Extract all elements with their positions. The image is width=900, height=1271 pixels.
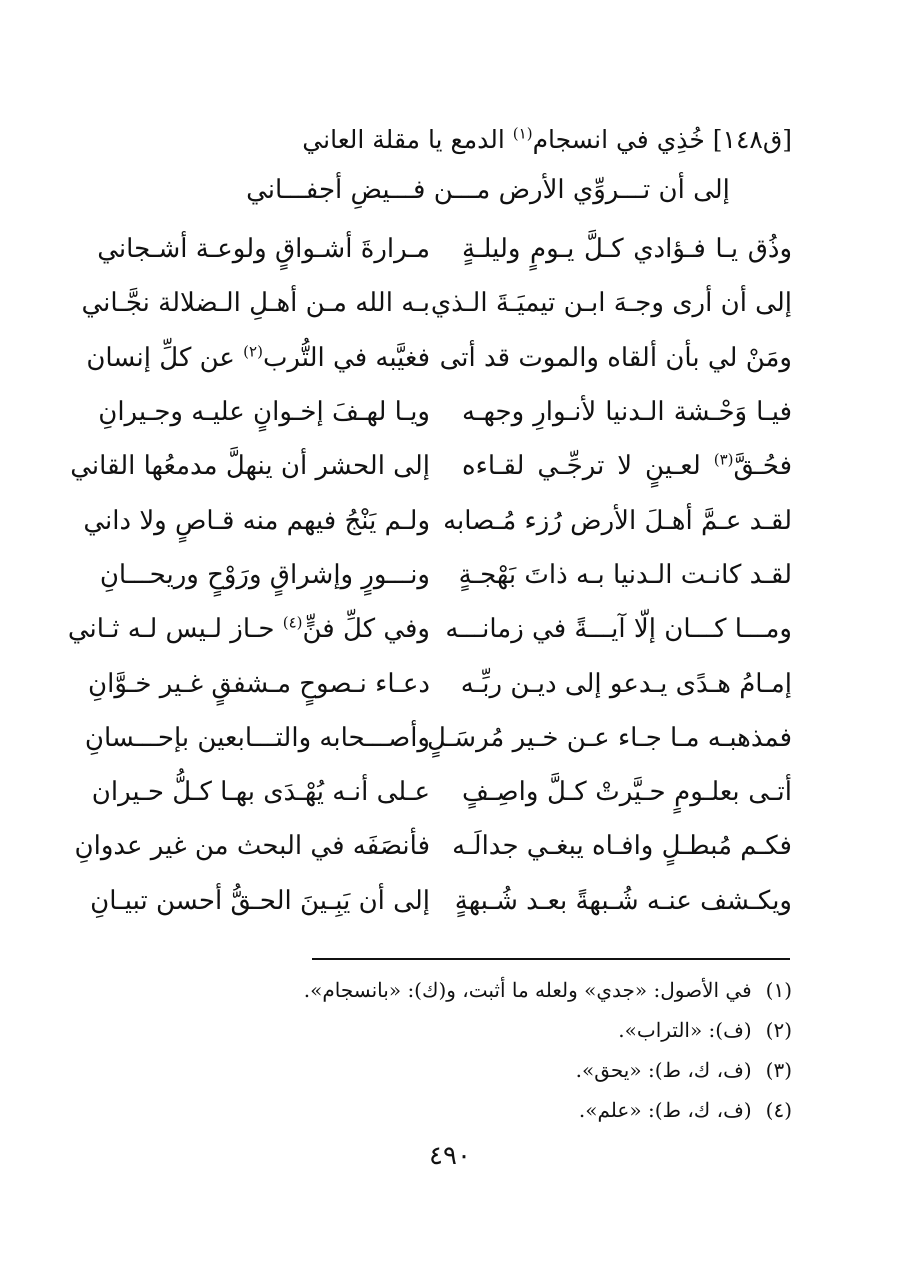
footnote-text: (ف، ك، ط): «يحق». bbox=[575, 1058, 752, 1082]
footnote-text: في الأصول: «جدي» ولعله ما أثبت، و(ك): «بانسجام». bbox=[303, 978, 752, 1002]
footnote-item bbox=[192, 970, 792, 1010]
verse-row bbox=[70, 439, 792, 493]
verse-row bbox=[100, 385, 792, 439]
footnote-item bbox=[192, 1090, 792, 1130]
heading-suffix: الدمع يا مقلة العاني bbox=[302, 125, 513, 154]
verse-second-hemistich: ويـا لهـفَ إخـوانٍ عليـه وجـيرانِ bbox=[98, 397, 430, 428]
hemistich-text: وفي كلِّ فنٍّ bbox=[302, 614, 430, 645]
footnote-number: (٤) bbox=[765, 1098, 792, 1122]
verse-row bbox=[97, 222, 792, 276]
verse-first-hemistich: فيـا وَحْـشة الـدنيا لأنـوارِ وجهـه bbox=[462, 397, 792, 428]
verse-second-hemistich: إلى الحشر أن ينهلَّ مدمعُها القاني bbox=[70, 451, 430, 482]
verses-block bbox=[67, 222, 792, 928]
footnote-number: (٣) bbox=[765, 1058, 792, 1082]
poem-heading-line bbox=[302, 120, 792, 160]
verse-first-hemistich: ومَنْ لي بأن ألقاه والموت قد أتى bbox=[439, 342, 792, 373]
verse-row bbox=[67, 602, 792, 656]
footnote-number: (٢) bbox=[765, 1018, 792, 1042]
verse-first-hemistich bbox=[462, 446, 792, 486]
hemistich-text: فغيَّبه في التُّرب bbox=[262, 342, 430, 373]
verse-second-hemistich bbox=[86, 338, 430, 378]
verse-first-hemistich: وذُق يـا فـؤادي كـلَّ يـومٍ وليلـةٍ bbox=[462, 234, 792, 265]
verse-first-hemistich: إمـامُ هـدًى يـدعو إلى ديـن ربِّـه bbox=[460, 668, 792, 699]
footnotes-divider bbox=[312, 958, 790, 960]
verse-second-hemistich: وأصـــحابه والتـــابعين بإحـــسانِ bbox=[84, 722, 430, 753]
footnote-marker-4: (٤) bbox=[282, 613, 303, 632]
verse-row bbox=[91, 765, 792, 819]
verse-first-hemistich: لقـد كانـت الـدنيا بـه ذاتَ بَهْجـةٍ bbox=[458, 559, 792, 590]
verse-second-hemistich bbox=[67, 609, 430, 649]
verse-second-hemistich: بـه الله مـن أهـلِ الـضلالة نجَّـاني bbox=[81, 288, 430, 319]
footnotes-list bbox=[192, 970, 792, 1130]
verse-second-hemistich: فأنصَفَه في البحث من غير عدوانِ bbox=[74, 831, 430, 862]
verse-row bbox=[81, 276, 792, 330]
verse-second-hemistich: ولـم يَنْجُ فيهم منه قـاصٍ ولا داني bbox=[83, 505, 430, 536]
heading-prefix: [ق١٤٨] خُذِي في انسجام bbox=[532, 125, 792, 154]
verse-first-hemistich: إلى أن أرى وجـهَ ابـن تيميَـةَ الـذي bbox=[430, 288, 792, 319]
footnote-item bbox=[192, 1050, 792, 1090]
poem-heading-second-hemistich: إلى أن تـــروِّي الأرض مـــن فـــيضِ أجفـــاني bbox=[246, 175, 730, 205]
footnote-marker-3: (٣) bbox=[713, 450, 734, 469]
verse-first-hemistich: ومـــا كـــان إلّا آيـــةً في زمانـــه bbox=[445, 614, 792, 645]
footnote-item bbox=[192, 1010, 792, 1050]
verse-row bbox=[84, 711, 792, 765]
verse-second-hemistich: عـلى أنـه يُهْـدَى بهـا كـلُّ حـيران bbox=[91, 777, 430, 808]
verse-row bbox=[88, 656, 792, 710]
verse-row bbox=[74, 819, 792, 873]
footnote-number: (١) bbox=[765, 978, 792, 1002]
verse-row bbox=[83, 493, 792, 547]
verse-first-hemistich: ويكـشف عنـه شُـبهةً بعـد شُـبهةٍ bbox=[454, 885, 792, 916]
hemistich-text-tail: لعـينٍ لا ترجِّـي لقـاءه bbox=[462, 451, 714, 482]
footnote-text: (ف): «التراب». bbox=[618, 1018, 752, 1042]
footnote-text: (ف، ك، ط): «علم». bbox=[578, 1098, 752, 1122]
footnote-marker-1: (١) bbox=[512, 124, 533, 143]
verse-first-hemistich: فكـم مُبطـلٍ وافـاه يبغـي جدالَـه bbox=[452, 831, 792, 862]
verse-row bbox=[86, 331, 792, 385]
hemistich-text-tail: عن كلِّ إنسان bbox=[86, 342, 244, 373]
verse-second-hemistich: ونـــورٍ وإشراقٍ ورَوْحٍ وريحـــانِ bbox=[99, 559, 430, 590]
page-number: ٤٩٠ bbox=[429, 1141, 471, 1171]
footnote-marker-2: (٢) bbox=[243, 342, 263, 361]
hemistich-text-tail: حـاز لـيس لـه ثـاني bbox=[67, 614, 283, 645]
verse-second-hemistich: إلى أن يَبِـينَ الحـقُّ أحسن تبيـانِ bbox=[90, 885, 430, 916]
verse-first-hemistich: أتـى بعلـومٍ حـيَّرتْ كـلَّ واصِـفٍ bbox=[462, 777, 792, 808]
verse-second-hemistich: دعـاء نـصوحٍ مـشفقٍ غـير خـوَّانِ bbox=[88, 668, 430, 699]
verse-row bbox=[90, 874, 792, 928]
hemistich-text: فحُـقَّ bbox=[733, 451, 792, 482]
verse-second-hemistich: مـرارةَ أشـواقٍ ولوعـة أشـجاني bbox=[97, 234, 430, 265]
verse-first-hemistich: لقـد عـمَّ أهـلَ الأرض رُزء مُـصابه bbox=[443, 505, 792, 536]
verse-first-hemistich: فمذهبـه مـا جـاء عـن خـير مُرسَـلٍ bbox=[426, 722, 792, 753]
verse-row bbox=[100, 548, 792, 602]
